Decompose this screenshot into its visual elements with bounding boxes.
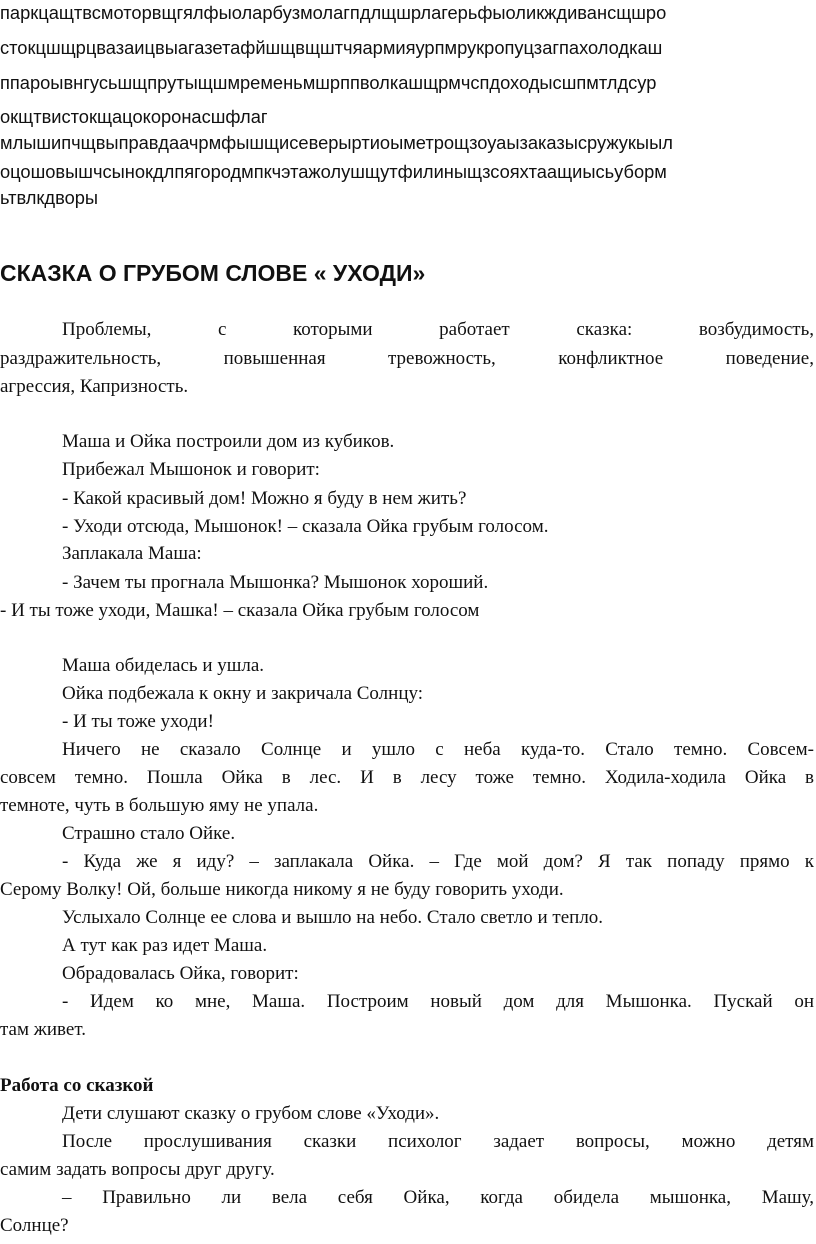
story-line: Ничего не сказало Солнце и ушло с неба куда-то. Стало темно. Совсем- [62,739,814,760]
problems-line-1: Проблемы, с которыми работает сказка: возбудимость, [62,319,814,340]
story-line: темноте, чуть в большую яму не упала. [0,795,319,816]
letter-line-7: ьтвлкдворы [0,187,99,208]
story-line: - Идем ко мне, Маша. Построим новый дом для Мышонка. Пускай он [62,991,814,1012]
story-line: совсем темно. Пошла Ойка в лес. И в лесу тоже темно. Ходила-ходила Ойка в [0,767,814,788]
work-line: Солнце? [0,1215,69,1236]
story-line: - Уходи отсюда, Мышонок! – сказала Ойка грубым голосом. [62,516,549,537]
problems-line-3: агрессия, Капризность. [0,376,189,397]
story-line: - И ты тоже уходи! [62,711,214,732]
story-line: Серому Волку! Ой, больше никогда никому я не буду говорить уходи. [0,879,564,900]
story-line: Страшно стало Ойке. [62,823,236,844]
letter-line-4: окщтвистокщацокоронасшфлаг [0,106,268,127]
story-line: Заплакала Маша: [62,543,202,564]
letter-line-1: паркцащтвсмоторвщгялфыоларбузмолагпдлщшрлагерьфыоликждивансщшро [0,2,667,23]
story-line: Услыхало Солнце ее слова и вышло на небо. Стало светло и тепло. [62,907,604,928]
problems-line-2: раздражительность, повышенная тревожность, конфликтное поведение, [0,348,814,369]
story-line: А тут как раз идет Маша. [62,935,268,956]
letter-line-5: млышипчщвыправдаачрмфышщисеверыртиоыметрощзоуаызаказысружукыыл [0,132,673,153]
section-heading: Работа со сказкой [0,1075,154,1096]
work-line: Дети слушают сказку о грубом слове «Уходи». [62,1103,440,1124]
work-line: самим задать вопросы друг другу. [0,1159,275,1180]
letter-line-3: ппароывнгусьшщпрутыщшмременьмшрппволкашщрмчспдоходысшпмтлдсур [0,72,657,93]
story-line: Маша обиделась и ушла. [62,655,265,676]
work-line: После прослушивания сказки психолог задает вопросы, можно детям [62,1131,814,1152]
story-line: - Какой красивый дом! Можно я буду в нем жить? [62,488,467,509]
story-line: Ойка подбежала к окну и закричала Солнцу: [62,683,424,704]
letter-line-2: стокцшщрцвазаицвыагазетафйшщвщштчяармияурпмрукропуцзагпахолодкаш [0,37,663,58]
story-line: - И ты тоже уходи, Машка! – сказала Ойка грубым голосом [0,600,480,621]
story-line: - Зачем ты прогнала Мышонка? Мышонок хороший. [62,572,489,593]
story-line: Прибежал Мышонок и говорит: [62,459,320,480]
story-line: Обрадовалась Ойка, говорит: [62,963,299,984]
letter-line-6: оцошовышчсынокдлпягородмпкчэтажолушщутфилиныщзсояхтаащиысьуборм [0,161,667,182]
work-line: – Правильно ли вела себя Ойка, когда обидела мышонка, Машу, [62,1187,814,1208]
story-line: Маша и Ойка построили дом из кубиков. [62,431,395,452]
story-line: там живет. [0,1019,86,1040]
story-title: СКАЗКА О ГРУБОМ СЛОВЕ « УХОДИ» [0,260,426,286]
story-line: - Куда же я иду? – заплакала Ойка. – Где мой дом? Я так попаду прямо к [62,851,814,872]
